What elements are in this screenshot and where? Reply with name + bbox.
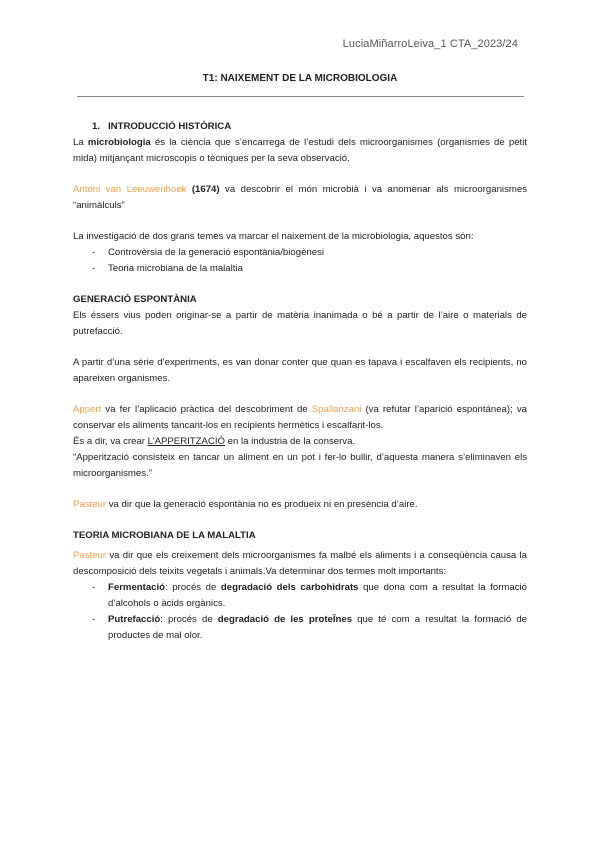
- text-run: en la industria de la conserva.: [224, 436, 356, 447]
- list-item-text: Teoria microbiana de la malaltia: [108, 263, 243, 274]
- text-run: va dir que la generació espontània no es produeix ni en presència d’aire.: [106, 499, 418, 510]
- paragraph-experiments: A partir d’una sèrie d’experiments, es van donar conter que quan es tapava i escalfaven els recipients, no apareixen organismes.: [73, 357, 527, 384]
- bold-term: Putrefacció: [108, 614, 161, 625]
- title-divider: [77, 96, 524, 97]
- list-dash: -: [92, 614, 96, 625]
- text-run: (va refutar l’aparició espontánea); va conservar els aliments tancant-los en recipients hermètics i escalfant-los.: [73, 404, 527, 431]
- highlight-name-pasteur: Pasteur: [73, 550, 107, 561]
- section-heading-generacio: GENERACIÓ ESPONTÀNIA: [73, 294, 197, 305]
- paragraph-essers-vius: Els éssers vius poden originar-se a partir de matèria inanimada o bé a partir de l’aire o materials de putrefacció.: [73, 310, 527, 337]
- topics-list: [73, 245, 527, 277]
- bold-phrase: degradació dels carbohidrats: [220, 582, 359, 593]
- terms-list: [73, 580, 527, 644]
- text-run: va fer l’aplicació pràctica del descobriment de: [101, 404, 312, 415]
- highlight-name-appert: Appert: [73, 404, 102, 415]
- bold-phrase: degradació de les proteÏnes: [217, 614, 353, 625]
- paragraph-apperitzacio: [73, 434, 527, 450]
- highlight-name-leeuwenhoek: Antoni van Leeuwenhoek: [73, 184, 187, 195]
- list-item: [73, 245, 527, 261]
- paragraph-leeuwenhoek: [73, 182, 527, 214]
- list-item-text: Controvèrsia de la generació espontània/biogènesi: [108, 247, 325, 258]
- list-dash: -: [92, 247, 96, 258]
- list-item-fermentacio: [73, 580, 527, 612]
- page-title: T1: NAIXEMENT DE LA MICROBIOLOGIA: [202, 73, 398, 84]
- paragraph-pasteur-teoria: [73, 548, 527, 580]
- section-heading-text: INTRODUCCIÓ HISTÒRICA: [108, 121, 232, 132]
- paragraph-investigacio: La investigació de dos grans temes va marcar el naixement de la microbiologia, aquestos són:: [73, 231, 474, 242]
- underlined-term-apperitzacio: L’APPERITZACIÓ: [147, 436, 225, 447]
- list-item-putrefaccio: [73, 612, 527, 644]
- section-number: 1.: [92, 121, 101, 132]
- document-body: [73, 119, 527, 644]
- section-heading-introduccio: [92, 119, 527, 135]
- paragraph-appert: [73, 402, 527, 434]
- paragraph-quote-apperitzacio: “Apperització consisteix en tancar un aliment en un pot i fer-lo bullir, d’aquesta manera s’eliminaven els microorganismes.”: [73, 452, 527, 479]
- list-item: [73, 261, 527, 277]
- bold-year: (1674): [186, 184, 220, 195]
- bold-term: Fermentació: [108, 582, 166, 593]
- text-run: : procés de: [160, 614, 218, 625]
- text-run: La: [73, 137, 88, 148]
- bold-term-microbiologia: microbiologia: [87, 137, 151, 148]
- text-run: És a dir, va crear: [73, 436, 148, 447]
- text-run: que té com a resultat la formació de productes de mal olor.: [108, 614, 527, 641]
- paragraph-pasteur-generacio: [73, 497, 527, 513]
- text-run: que dona com a resultat la formació d’alcohols o àcids orgànics.: [108, 582, 527, 609]
- list-dash: -: [92, 582, 96, 593]
- text-run: és la ciència que s’encarrega de l’estudi dels microorganismes (organismes de petit mida) mitjançant microscopis o tècniques per la seva observació.: [73, 137, 527, 164]
- header-author-course: LuciaMiñarroLeiva_1 CTA_2023/24: [342, 38, 518, 50]
- highlight-name-spallanzani: Spallanzani: [311, 404, 362, 415]
- section-heading-teoria-microbiana: TEORIA MICROBIANA DE LA MALALTIA: [73, 530, 256, 541]
- list-dash: -: [92, 263, 96, 274]
- paragraph-microbiologia-definition: [73, 135, 527, 167]
- text-run: : procés de: [165, 582, 221, 593]
- text-run: va descobrir el món microbià i va anomenar als microorganismes “animàlculs”: [73, 184, 527, 211]
- text-run: va dir que els creixement dels microorganismes fa malbé els aliments i a conseqüència causa la descomposició dels teixits vegetals i animals.Va determinar dos termes molt importants:: [73, 550, 527, 577]
- highlight-name-pasteur: Pasteur: [73, 499, 107, 510]
